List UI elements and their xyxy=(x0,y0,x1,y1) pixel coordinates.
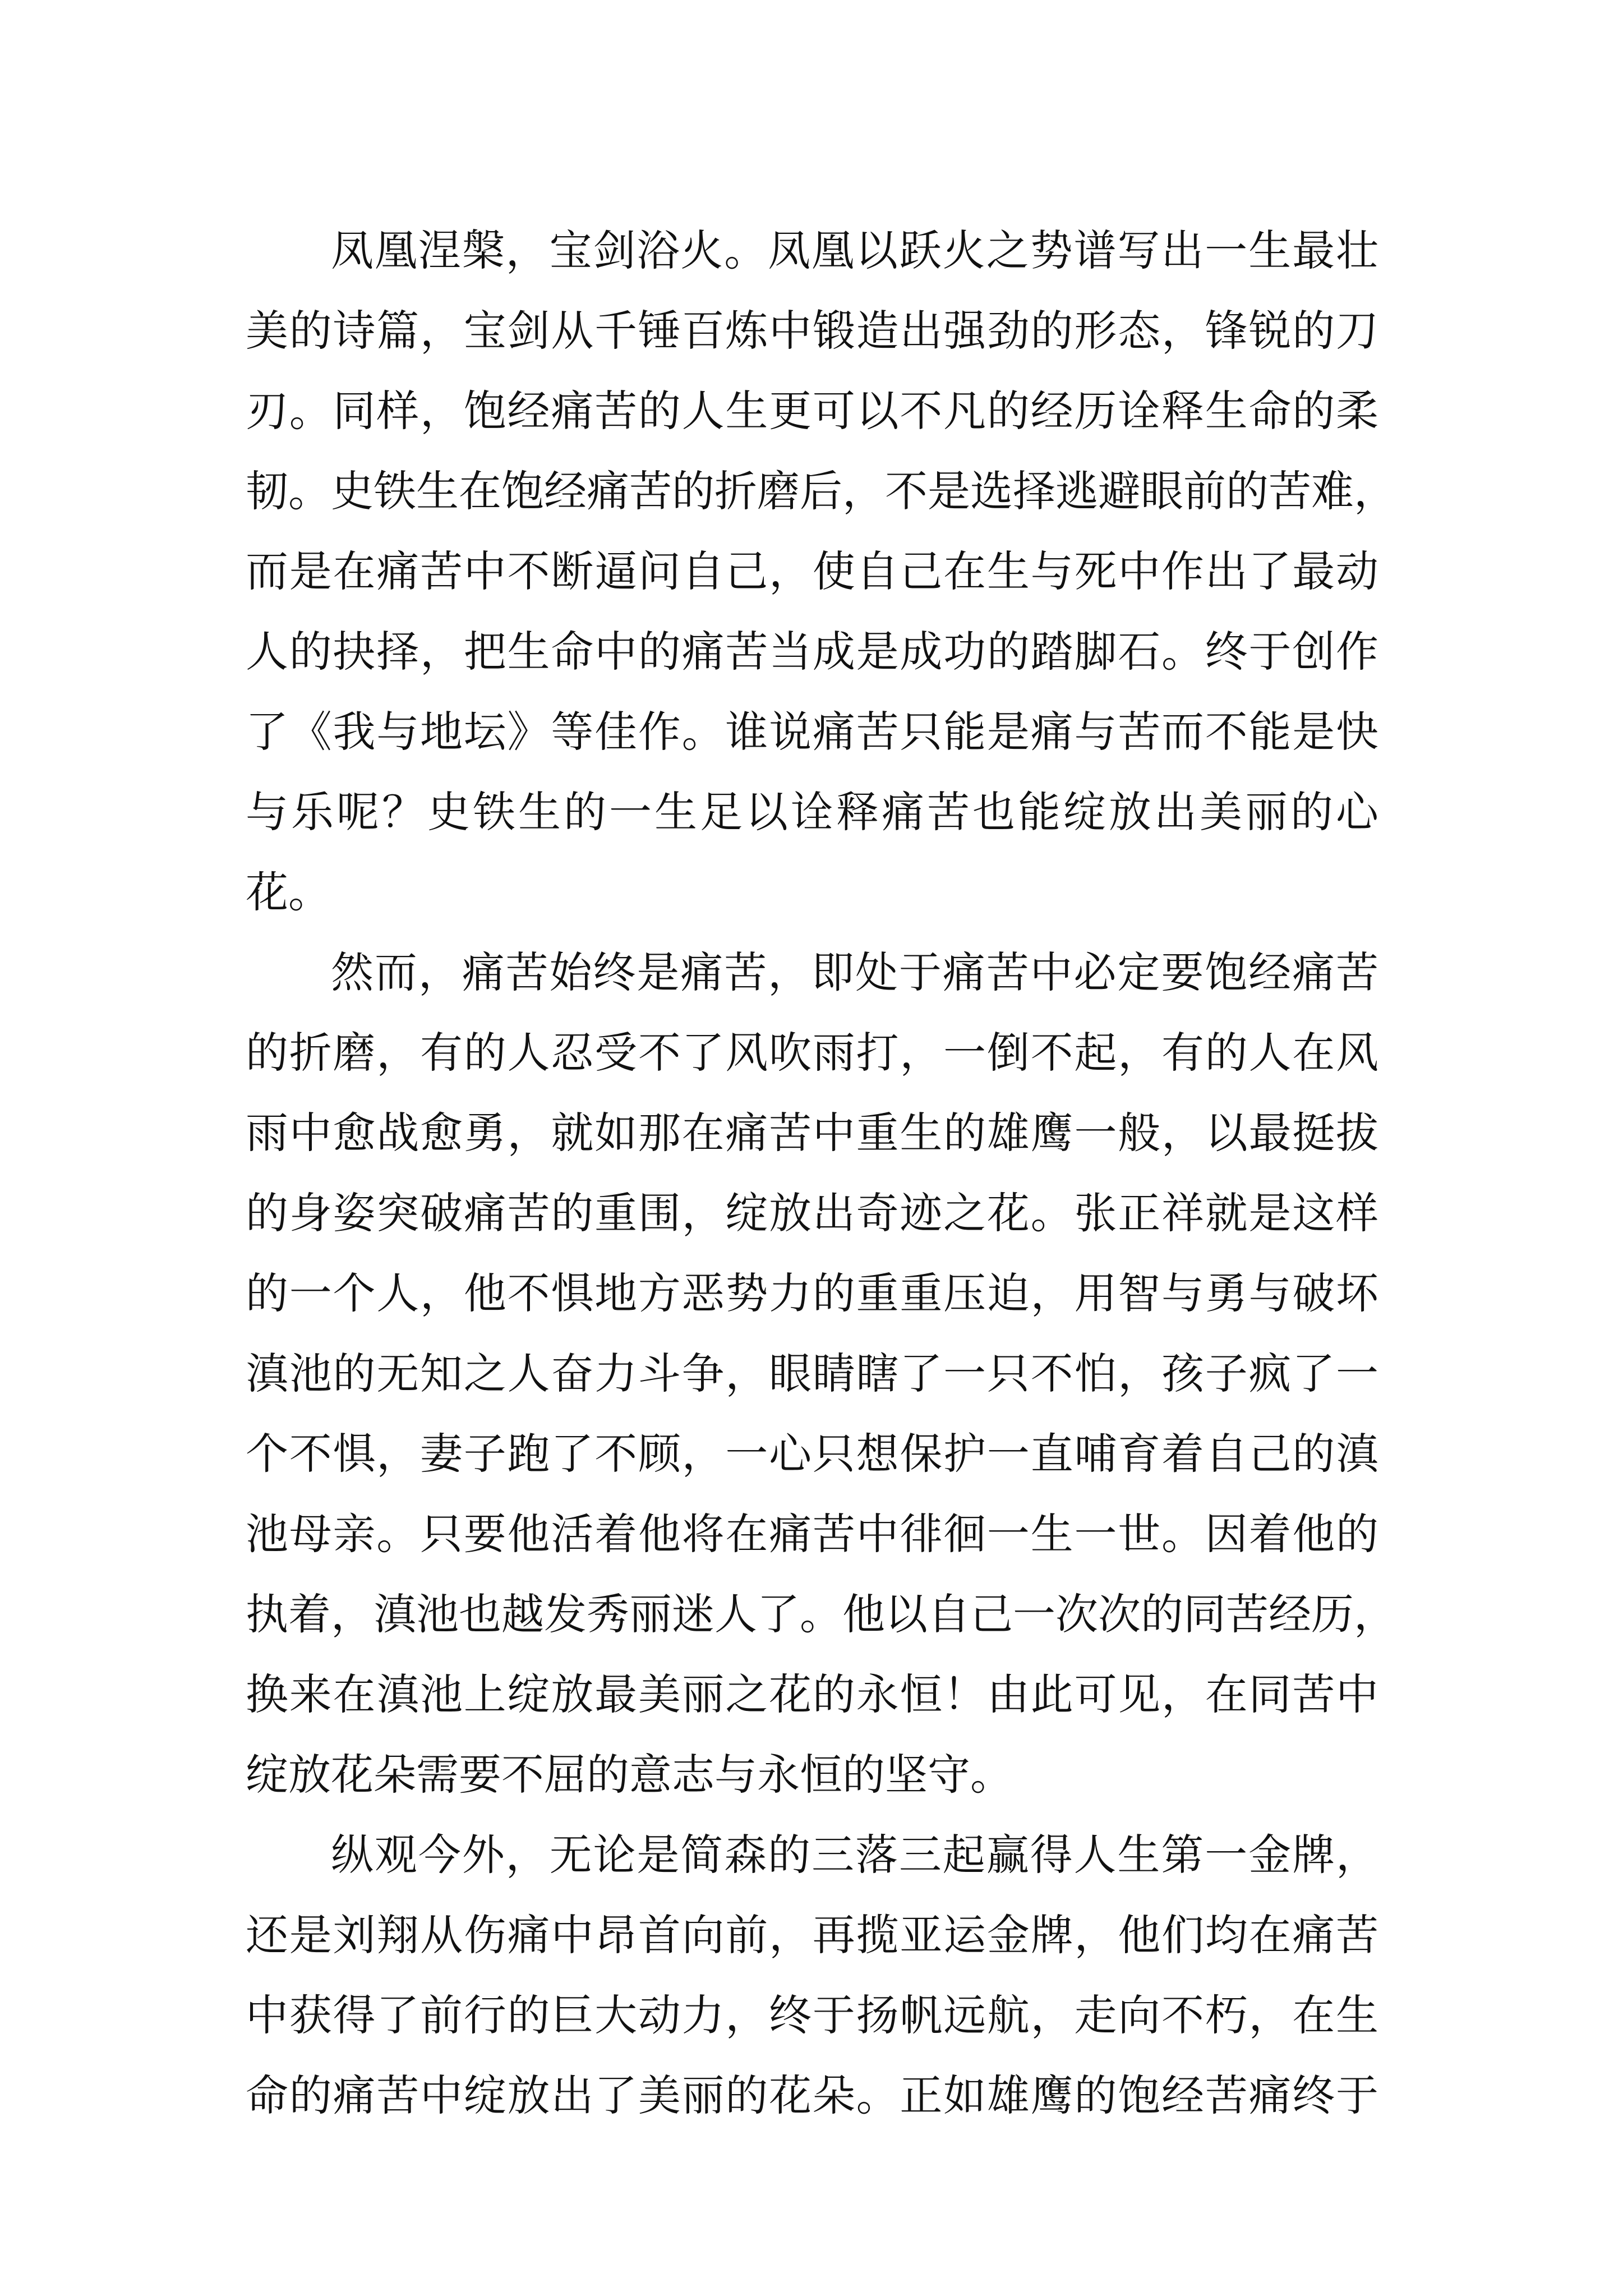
text-line: 然而，痛苦始终是痛苦，即处于痛苦中必定要饱经痛苦 xyxy=(331,947,1378,997)
text-line: 人的抉择，把生命中的痛苦当成是成功的踏脚石。终于创作 xyxy=(246,627,1378,677)
text-line: 凤凰涅槃，宝剑浴火。凤凰以跃火之势谱写出一生最壮 xyxy=(331,226,1378,275)
text-line: 命的痛苦中绽放出了美丽的花朵。正如雄鹰的饱经苦痛终于 xyxy=(246,2070,1378,2120)
text-line: 雨中愈战愈勇，就如那在痛苦中重生的雄鹰一般，以最挺拔 xyxy=(246,1108,1378,1158)
text-line: 滇池的无知之人奋力斗争，眼睛瞎了一只不怕，孩子疯了一 xyxy=(246,1349,1378,1398)
paragraph-3 xyxy=(246,1815,1378,2136)
text-line: 纵观今外，无论是简森的三落三起赢得人生第一金牌， xyxy=(331,1830,1378,1880)
text-line: 与乐呢？史铁生的一生足以诠释痛苦也能绽放出美丽的心 xyxy=(246,787,1378,837)
text-line: 刃。同样，饱经痛苦的人生更可以不凡的经历诠释生命的柔 xyxy=(246,386,1378,436)
text-line: 还是刘翔从伤痛中昂首向前，再揽亚运金牌，他们均在痛苦 xyxy=(246,1910,1378,1960)
text-line: 个不惧，妻子跑了不顾，一心只想保护一直哺育着自己的滇 xyxy=(246,1429,1378,1479)
text-line: 池母亲。只要他活着他将在痛苦中徘徊一生一世。因着他的 xyxy=(246,1509,1378,1559)
essay-body xyxy=(246,210,1396,2136)
text-line: 的折磨，有的人忍受不了风吹雨打，一倒不起，有的人在风 xyxy=(246,1028,1378,1078)
text-line: 的身姿突破痛苦的重围，绽放出奇迹之花。张正祥就是这样 xyxy=(246,1188,1378,1238)
text-line: 中获得了前行的巨大动力，终于扬帆远航，走向不朽，在生 xyxy=(246,1990,1378,2040)
text-line: 换来在滇池上绽放最美丽之花的永恒！由此可见，在同苦中 xyxy=(246,1669,1378,1719)
text-line: 执着，滇池也越发秀丽迷人了。他以自己一次次的同苦经历， xyxy=(246,1589,1396,1639)
text-line: 美的诗篇，宝剑从千锤百炼中锻造出强劲的形态，锋锐的刀 xyxy=(246,306,1378,356)
paragraph-2 xyxy=(246,932,1396,1815)
text-line: 绽放花朵需要不屈的意志与永恒的坚守。 xyxy=(246,1750,1013,1800)
paragraph-1 xyxy=(246,210,1396,932)
text-line: 而是在痛苦中不断逼问自己，使自己在生与死中作出了最动 xyxy=(246,546,1378,596)
text-line: 的一个人，他不惧地方恶势力的重重压迫，用智与勇与破坏 xyxy=(246,1268,1378,1318)
text-line: 了《我与地坛》等佳作。谁说痛苦只能是痛与苦而不能是快 xyxy=(246,707,1378,757)
text-line: 韧。史铁生在饱经痛苦的折磨后，不是选择逃避眼前的苦难， xyxy=(246,466,1396,516)
text-line: 花。 xyxy=(246,867,331,917)
